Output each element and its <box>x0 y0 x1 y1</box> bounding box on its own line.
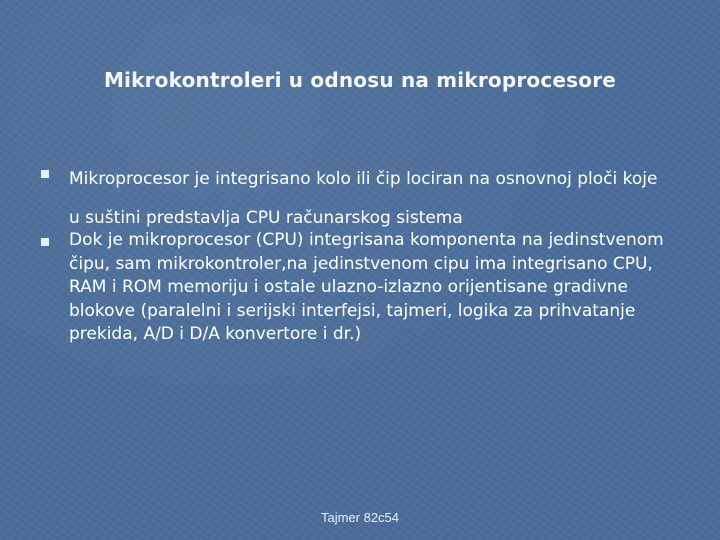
slide-footer: Tajmer 82c54 <box>320 510 400 525</box>
bullet-text: Mikroprocesor je integrisano kolo ili čip lociran na osnovnoj ploči koje u suštini predstavlja CPU računarskog sistema <box>69 169 658 228</box>
bullet-square-icon <box>41 238 49 246</box>
bullet-square-icon <box>41 170 49 178</box>
bullet-text: Dok je mikroprocesor (CPU) integrisana komponenta na jedinstvenom čipu, sam mikrokontroler,na jedinstvenom cipu ima integrisano CPU, RAM i ROM memoriju i ostale ulazno-izlazno orijentisane gradivne blokove (paralelni i serijski interfejsi, tajmeri, logika za prihvatanje prekida, A/D i D/A konvertore i dr.) <box>69 230 664 344</box>
slide-title: Mikrokontroleri u odnosu na mikroprocesore <box>103 68 617 92</box>
